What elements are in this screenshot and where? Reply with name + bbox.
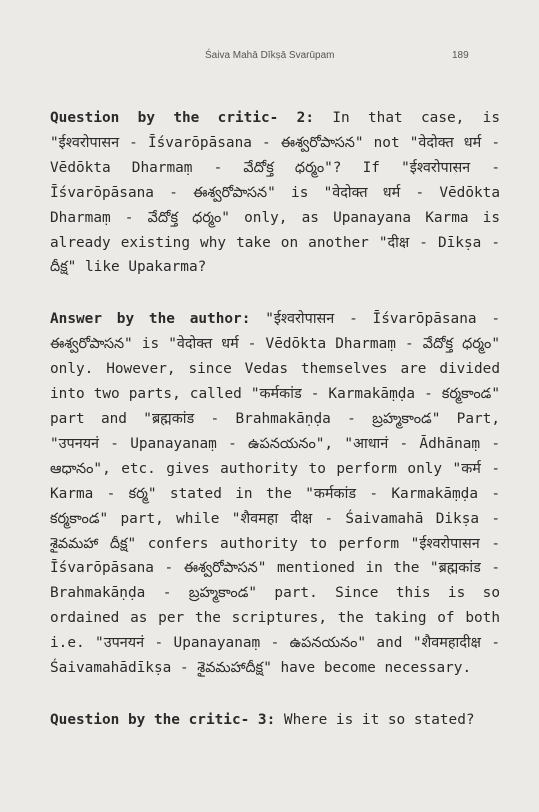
answer-text: "ईश्वरोपासन - Īśvarōpāsana - ఈశ్వరోపాసన" is "वेदोक्त धर्म - Vēdōkta Dharmaṃ - వేదోక్త ధర్మం" only. However, since Vedas themselves are divided into two parts, called "कर्मकांड - Karmakāṃḍa - కర్మకాండ" part and "ब्रह्मकांड - Brahmakāṇḍa - బ్రహ్మకాండ" Part, "उपनयनं - Upanayanaṃ - ఉపనయనం", "आधानं - Ādhānaṃ - ఆధానం", etc. gives authority to perform only "कर्म - Karma - కర్మ" stated in the "कर्मकांड - Karmakāṃḍa - కర్మకాండ" part, while "शैवमहा दीक्ष - Śaivamahā Dikṣa - శైవమహా దీక్ష" confers authority to perform "ईश्वरोपासन - Īśvarōpāsana - ఈశ్వరోపాసన" mentioned in the "ब्रह्मकांड - Brahmakāṇḍa - బ్రహ్మకాండ" part. Since this is so ordained as per the scriptures, the taking of both i.e. "उपनयनं - Upanayanaṃ - ఉపనయనం" and "शैवमहादीक्ष - Śaivamahādīkṣa - శైవమహాదీక్ష" have become necessary.: [50, 311, 500, 677]
critic-question-2: [50, 106, 500, 280]
question-text: In that case, is "ईश्वरोपासन - Īśvarōpāsana - ఈశ్వరోపాసన" not "वेदोक्त धर्म - Vēdōkta Dharmaṃ - వేదోక్త ధర్మం"? If "ईश्वरोपासन - Īśvarōpāsana - ఈశ్వరోపాసన" is "वेदोक्त धर्म - Vēdōkta Dharmaṃ - వేదోక్త ధర్మం" only, as Upanayana Karma is already existing why take on another "दीक्ष - Dīkṣa - దీక్ష" like Upakarma?: [50, 110, 500, 276]
critic-question-3: [50, 708, 500, 733]
question-label: Question by the critic- 3:: [50, 711, 276, 728]
question-label: Question by the critic- 2:: [50, 110, 314, 126]
page-number: 189: [452, 50, 469, 61]
page-header: [0, 50, 539, 66]
question-text: Where is it so stated?: [275, 711, 475, 728]
page-body: [50, 106, 500, 733]
running-title: Śaiva Mahā Dīkṣā Svarūpam: [205, 50, 335, 61]
author-answer: [50, 307, 500, 681]
answer-label: Answer by the author:: [50, 311, 251, 328]
